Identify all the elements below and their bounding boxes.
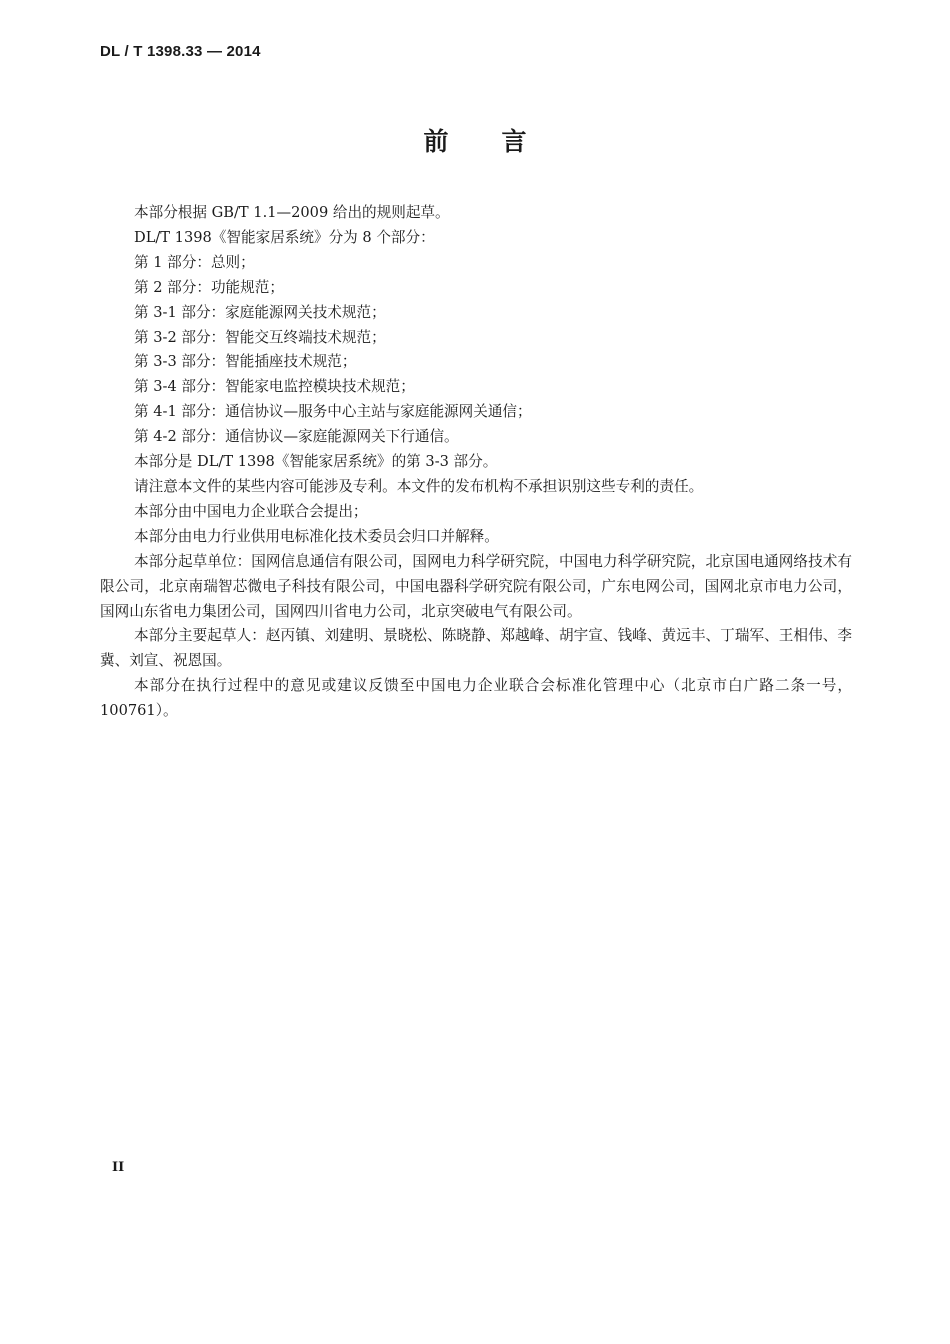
title-char-1: 前: [423, 127, 449, 156]
page-number: II: [112, 1160, 125, 1175]
paragraph: 第 4-2 部分：通信协议—家庭能源网关下行通信。: [134, 428, 459, 446]
paragraph: 第 3-1 部分：家庭能源网关技术规范；: [134, 303, 386, 321]
paragraph: 本部分是 DL/T 1398《智能家居系统》的第 3-3 部分。: [134, 453, 498, 471]
paragraph: 本部分在执行过程中的意见或建议反馈至中国电力企业联合会标准化管理中心（北京市白广路二条一号，100761）。: [100, 677, 852, 720]
page-title: [0, 122, 950, 158]
paragraph: 第 3-2 部分：智能交互终端技术规范；: [134, 328, 386, 346]
paragraph: 本部分由电力行业供用电标准化技术委员会归口并解释。: [134, 527, 499, 545]
paragraph: 第 2 部分：功能规范；: [134, 278, 284, 296]
paragraph: 第 1 部分：总则；: [134, 253, 255, 271]
paragraph: 请注意本文件的某些内容可能涉及专利。本文件的发布机构不承担识别这些专利的责任。: [134, 477, 704, 495]
paragraph: 本部分根据 GB/T 1.1—2009 给出的规则起草。: [134, 204, 450, 221]
paragraph: 第 3-4 部分：智能家电监控模块技术规范；: [134, 378, 415, 396]
paragraph: 本部分由中国电力企业联合会提出；: [134, 502, 368, 520]
paragraph: 本部分主要起草人：赵丙镇、刘建明、景晓松、陈晓静、郑越峰、胡宇宣、钱峰、黄远丰、丁瑞军、王相伟、李冀、刘宣、祝恩国。: [100, 627, 852, 670]
paragraph: 第 4-1 部分：通信协议—服务中心主站与家庭能源网关通信；: [134, 403, 532, 421]
paragraph: 本部分起草单位：国网信息通信有限公司，国网电力科学研究院，中国电力科学研究院，北京国电通网络技术有限公司，北京南瑞智芯微电子科技有限公司，中国电器科学研究院有限公司，广东电网公司，国网北京市电力公司，国网山东省电力集团公司，国网四川省电力公司，北京突破电气有限公司。: [100, 552, 852, 620]
standard-number-header: DL / T 1398.33 — 2014: [100, 43, 261, 60]
paragraph: 第 3-3 部分：智能插座技术规范；: [134, 353, 357, 371]
title-char-2: 言: [501, 127, 527, 156]
foreword-body: [100, 201, 852, 724]
paragraph: DL/T 1398《智能家居系统》分为 8 个部分：: [134, 228, 435, 246]
